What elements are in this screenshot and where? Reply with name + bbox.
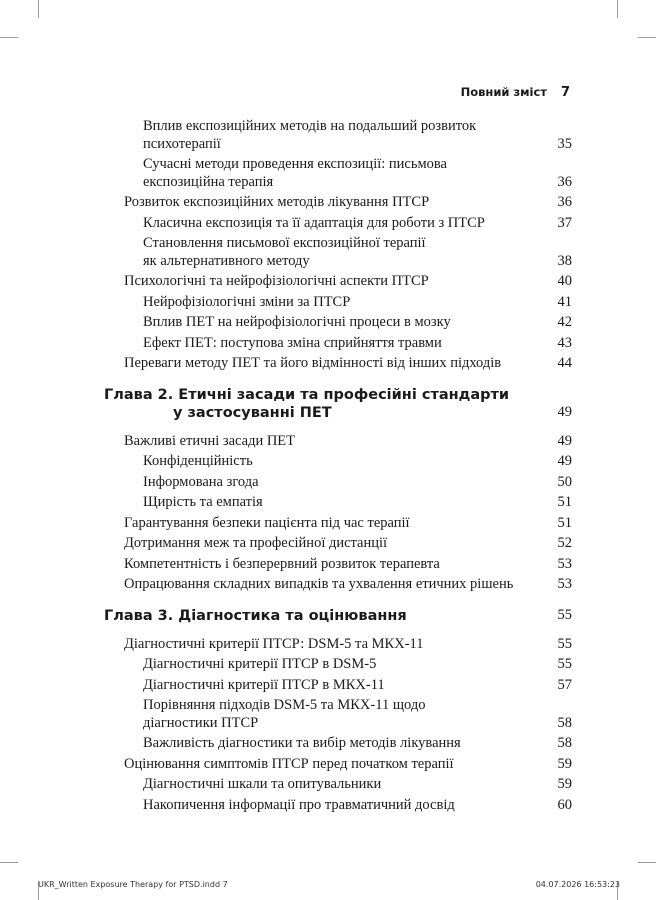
entry-page-number: 51	[557, 494, 572, 510]
entry-line: Конфіденційність	[143, 453, 253, 469]
entry-title	[143, 494, 263, 512]
entry-line: Діагностичні критерії ПТСР в МКХ-11	[143, 676, 385, 693]
entry-page-number: 35	[557, 135, 572, 152]
entry-title	[124, 273, 429, 291]
entry-title	[124, 194, 429, 212]
entry-line: Переваги методу ПЕТ та його відмінності від інших підходів	[124, 355, 502, 371]
chapter-title	[104, 607, 407, 625]
entry-title	[143, 677, 385, 695]
entry-line: Розвиток експозиційних методів лікування ПТСР	[124, 194, 430, 210]
entry-page-number: 49	[557, 404, 572, 420]
entry-line: Діагностичні критерії ПТСР: DSM-5 та МКХ-11	[124, 635, 424, 652]
entry-page-number: 57	[557, 676, 572, 693]
entry-title	[143, 453, 253, 471]
entry-page-number: 44	[557, 355, 572, 371]
entry-line: психотерапії	[143, 135, 221, 152]
entry-line: Компетентність і безперервний розвиток терапевта	[124, 555, 440, 572]
entry-page-number: 52	[557, 535, 572, 551]
entry-page-number: 37	[557, 214, 572, 231]
entry-title	[124, 515, 410, 533]
crop-mark	[617, 0, 618, 18]
entry-line: Гарантування безпеки пацієнта під час терапії	[124, 514, 410, 531]
slug-left: UKR_Written Exposure Therapy for PTSD.indd 7	[38, 880, 228, 889]
entry-page-number: 36	[557, 194, 572, 210]
entry-line: у застосуванні ПЕТ	[173, 404, 332, 421]
entry-line: Становлення письмової експозиційної терапії	[143, 235, 426, 251]
entry-title	[143, 335, 442, 353]
entry-title	[143, 697, 425, 732]
entry-title	[143, 314, 451, 332]
entry-page-number: 58	[557, 714, 572, 731]
entry-title	[124, 535, 387, 553]
entry-line: діагностики ПТСР	[143, 714, 259, 731]
entry-title	[124, 433, 295, 451]
entry-page-number: 50	[557, 473, 572, 490]
entry-page-number: 49	[557, 453, 572, 469]
entry-line: Вплив експозиційних методів на подальший розвиток	[143, 118, 477, 134]
entry-title	[143, 118, 476, 153]
entry-title	[143, 294, 350, 312]
entry-page-number: 36	[557, 173, 572, 190]
crop-mark	[638, 37, 656, 38]
entry-page-number: 40	[557, 273, 572, 289]
page-number: 7	[560, 85, 570, 100]
entry-page-number: 53	[557, 555, 572, 572]
entry-title	[143, 656, 376, 674]
entry-line: Класична експозиція та її адаптація для роботи з ПТСР	[143, 214, 485, 231]
entry-page-number: 51	[557, 514, 572, 531]
entry-line: Накопичення інформації про травматичний досвід	[143, 796, 455, 813]
entry-page-number: 55	[557, 635, 572, 652]
entry-page-number: 55	[557, 607, 572, 623]
entry-title	[143, 474, 259, 492]
entry-line: експозиційна терапія	[143, 173, 274, 190]
entry-line: Ефект ПЕТ: поступова зміна сприйняття травми	[143, 334, 442, 351]
entry-page-number: 60	[557, 796, 572, 813]
entry-line: Опрацювання складних випадків та ухвалення етичних рішень	[124, 576, 514, 592]
entry-line: Вплив ПЕТ на нейрофізіологічні процеси в мозку	[143, 314, 451, 330]
entry-title	[143, 776, 381, 794]
crop-mark	[0, 37, 18, 38]
entry-line: Важливі етичні засади ПЕТ	[124, 432, 296, 449]
entry-line: Важливість діагностики та вибір методів лікування	[143, 735, 461, 751]
entry-page-number: 43	[557, 334, 572, 351]
crop-mark	[0, 862, 18, 863]
entry-title	[124, 556, 440, 574]
entry-title	[143, 156, 447, 191]
entry-title	[124, 576, 513, 594]
crop-mark	[38, 0, 39, 18]
entry-title	[124, 756, 454, 774]
entry-page-number: 55	[557, 656, 572, 672]
entry-page-number: 42	[557, 314, 572, 330]
slug-right: 04.07.2026 16:53:23	[535, 880, 620, 889]
entry-line: Діагностичні шкали та опитувальники	[143, 776, 382, 792]
entry-title	[124, 355, 501, 373]
entry-line: Нейрофізіологічні зміни за ПТСР	[143, 293, 351, 310]
entry-line: Дотримання меж та професійної дистанції	[124, 535, 388, 551]
entry-line: Глава 2. Етичні засади та професійні стандарти	[104, 386, 510, 403]
entry-title	[143, 215, 485, 233]
entry-line: Інформована згода	[143, 473, 259, 490]
entry-line: як альтернативного методу	[143, 252, 310, 269]
entry-page-number: 49	[557, 432, 572, 449]
entry-page-number: 59	[557, 755, 572, 772]
entry-page-number: 59	[557, 776, 572, 792]
entry-title	[143, 235, 426, 270]
entry-title	[124, 636, 423, 654]
entry-line: Діагностичні критерії ПТСР в DSM-5	[143, 656, 377, 672]
entry-page-number: 38	[557, 252, 572, 269]
crop-mark	[638, 862, 656, 863]
running-head-title: Повний зміст	[460, 85, 547, 99]
chapter-title	[104, 386, 509, 422]
entry-title	[143, 735, 461, 753]
entry-page-number: 58	[557, 735, 572, 751]
entry-title	[143, 797, 455, 815]
running-head	[461, 85, 570, 100]
entry-line: Психологічні та нейрофізіологічні аспекти ПТСР	[124, 273, 429, 289]
entry-line: Порівняння підходів DSM-5 та МКХ-11 щодо	[143, 697, 426, 713]
entry-line: Оцінювання симптомів ПТСР перед початком терапії	[124, 755, 454, 772]
entry-line: Щирість та емпатія	[143, 494, 263, 510]
entry-line: Глава 3. Діагностика та оцінювання	[104, 607, 407, 624]
entry-page-number: 53	[557, 576, 572, 592]
entry-page-number: 41	[557, 293, 572, 310]
entry-line: Сучасні методи проведення експозиції: письмова	[143, 156, 447, 172]
